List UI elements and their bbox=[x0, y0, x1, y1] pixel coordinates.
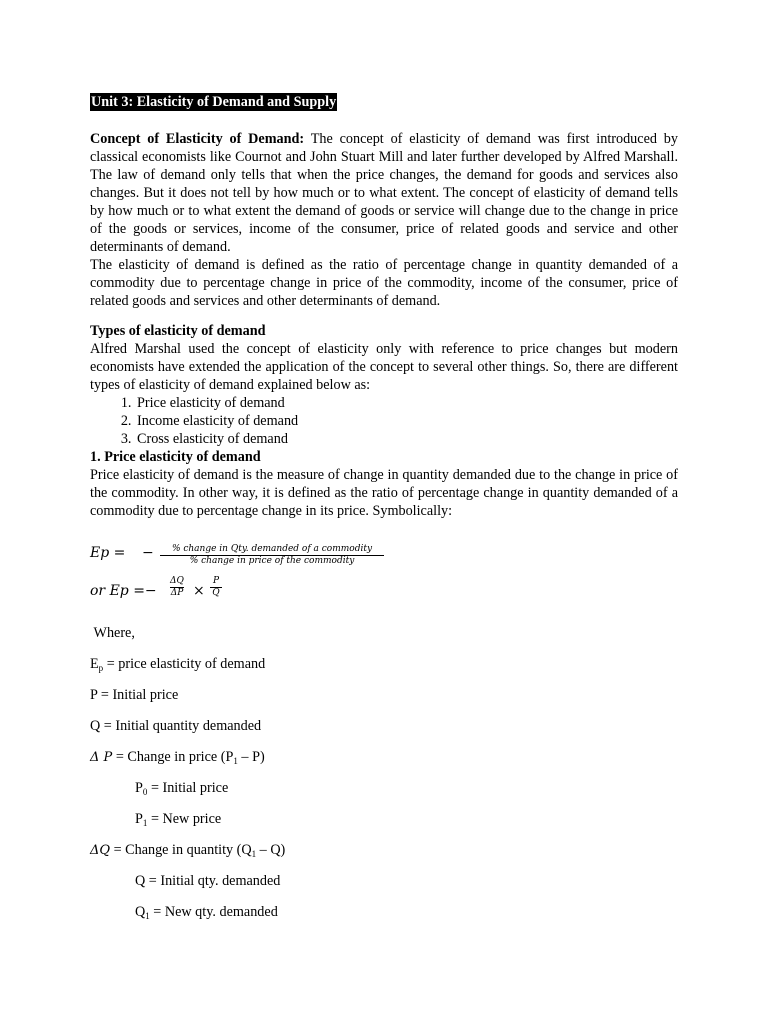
formula-lhs-alt: or Ep =− bbox=[90, 583, 157, 599]
definition-q: Q = Initial quantity demanded bbox=[90, 718, 262, 734]
fraction-denominator: % change in price of the commodity bbox=[189, 556, 355, 566]
formula-times: × bbox=[193, 583, 205, 599]
definition-delta-p: Δ P = Change in price $(P_1 - P)$ bbox=[90, 749, 265, 766]
definitions-list bbox=[90, 624, 678, 934]
fraction-denominator: Q bbox=[212, 588, 220, 598]
formula-minus: − bbox=[142, 545, 154, 561]
concept-heading: Concept of Elasticity of Demand: bbox=[90, 131, 305, 147]
definition-p1: $P_1$ = New price bbox=[135, 811, 222, 828]
where-label: Where, bbox=[93, 625, 135, 641]
elasticity-formula bbox=[90, 530, 678, 618]
definition-delta-q: ΔQ = Change in quantity $(Q_1 - Q)$ bbox=[90, 842, 286, 859]
fraction-numerator: P bbox=[212, 576, 220, 586]
list-item: 1. Price elasticity of demand bbox=[135, 394, 678, 412]
types-paragraph: Alfred Marshal used the concept of elasticity only with reference to price changes but modern economists have extended the application of the concept to several other things. So, there are different types of elasticity of demand explained below as: bbox=[90, 341, 678, 393]
definition-q1: $Q_1$ = New qty. demanded bbox=[135, 904, 278, 921]
concept-text: The concept of elasticity of demand was first introduced by classical economists like Cournot and John Stuart Mill and later further developed by Alfred Marshall. The law of demand only tells that when the price changes, the demand for goods and services also changes. But it does not tell by how much or to what extent. The concept of elasticity of demand tells by how much or to what extent the demand of goods or service will change due to the change in price of the goods or services, income of the consumer, price of related goods and service and other determinants of demand. bbox=[90, 131, 678, 255]
formula-fraction-percent bbox=[160, 544, 384, 567]
fraction-numerator: ΔQ bbox=[170, 576, 184, 586]
document-page bbox=[90, 93, 678, 934]
price-elasticity-paragraph: Price elasticity of demand is the measure of change in quantity demanded due to the change in price of the commodity. In other way, it is defined as the ratio of percentage change in quantity demanded of a commodity due to percentage change in its price. Symbolically: bbox=[90, 467, 678, 519]
definition-p0: $P_0$ = Initial price bbox=[135, 780, 229, 797]
formula-lhs: Ep = bbox=[90, 545, 126, 561]
list-item: 2. Income elasticity of demand bbox=[135, 412, 678, 430]
formula-fraction-delta bbox=[170, 576, 184, 599]
definition-paragraph: The elasticity of demand is defined as the ratio of percentage change in quantity demanded of a commodity due to percentage change in price of the commodity, income of the consumer, price of related goods and services and other determinants of demand. bbox=[90, 257, 678, 309]
price-elasticity-heading: 1. Price elasticity of demand bbox=[90, 449, 261, 465]
definition-ep: $E_p$ = price elasticity of demand bbox=[90, 656, 266, 673]
types-list bbox=[90, 394, 678, 448]
concept-paragraph bbox=[90, 130, 678, 256]
types-heading: Types of elasticity of demand bbox=[90, 323, 266, 339]
unit-title: Unit 3: Elasticity of Demand and Supply bbox=[91, 94, 337, 110]
list-item: 3. Cross elasticity of demand bbox=[135, 430, 678, 448]
definition-q-indented: Q = Initial qty. demanded bbox=[135, 873, 281, 889]
fraction-numerator: % change in Qty. demanded of a commodity bbox=[171, 544, 373, 554]
fraction-denominator: ΔP bbox=[170, 588, 184, 598]
formula-fraction-pq bbox=[210, 576, 222, 599]
definition-p: P = Initial price bbox=[90, 687, 179, 703]
